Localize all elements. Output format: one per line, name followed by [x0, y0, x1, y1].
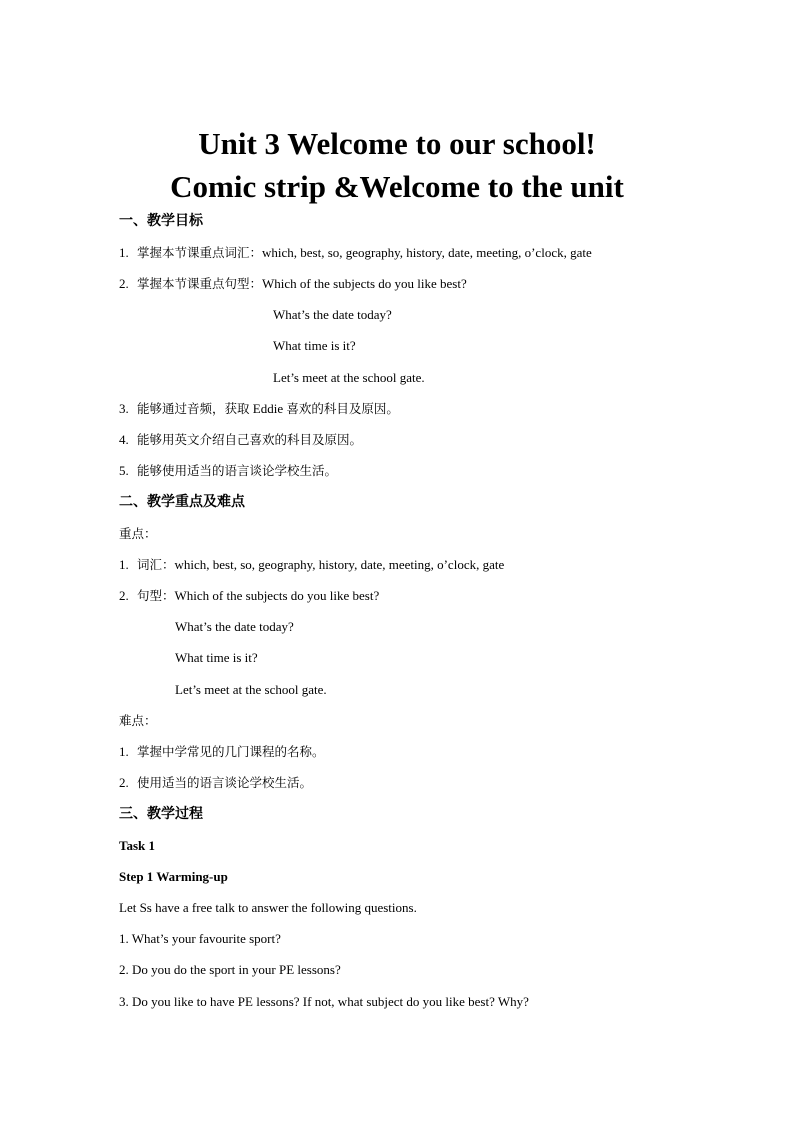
item-number: 5. [119, 463, 129, 478]
item-text: which, best, so, geography, history, date, meeting, o’clock, gate [262, 245, 592, 260]
document-title-line-2: Comic strip &Welcome to the unit [170, 169, 624, 204]
objective-sentence-1: What’s the date today? [273, 307, 392, 322]
task-label: Task 1 [119, 838, 156, 853]
item-label: 掌握本节课重点句型： [137, 276, 263, 291]
item-label: 句型： [137, 588, 175, 603]
key-points-label: 重点： [119, 526, 157, 541]
item-text: 能够使用适当的语言谈论学校生活。 [137, 463, 338, 478]
section-1-heading: 一、教学目标 [119, 213, 203, 229]
difficult-item-1 [119, 743, 325, 761]
item-text-en: Eddie [249, 401, 287, 416]
item-number: 2. [119, 276, 129, 291]
objective-item-5 [119, 462, 337, 480]
item-number: 4. [119, 432, 129, 447]
objective-item-3 [119, 400, 399, 418]
item-text-post: 喜欢的科目及原因。 [286, 401, 399, 416]
item-text-pre: 能够通过音频，获取 [137, 401, 250, 416]
item-text: which, best, so, geography, history, date, meeting, o’clock, gate [174, 557, 505, 572]
item-number: 1. [119, 245, 129, 260]
item-label: 词汇： [137, 557, 175, 572]
item-text: Which of the subjects do you like best? [262, 276, 467, 291]
objective-item-4 [119, 431, 362, 449]
section-2-heading: 二、教学重点及难点 [119, 494, 245, 510]
item-number: 3. [119, 401, 129, 416]
section-3-heading: 三、教学过程 [119, 806, 203, 822]
document-title-line-1: Unit 3 Welcome to our school! [198, 126, 596, 161]
item-number: 2. [119, 588, 129, 603]
item-text: 能够用英文介绍自己喜欢的科目及原因。 [137, 432, 363, 447]
item-number: 1. [119, 557, 129, 572]
key-sentence-3: Let’s meet at the school gate. [175, 682, 327, 697]
question-3: 3. Do you like to have PE lessons? If not, what subject do you like best? Why? [119, 994, 529, 1009]
key-item-2 [119, 587, 379, 605]
step-intro: Let Ss have a free talk to answer the following questions. [119, 900, 417, 915]
question-2: 2. Do you do the sport in your PE lessons? [119, 962, 341, 977]
difficult-item-2 [119, 774, 312, 792]
step-label: Step 1 Warming-up [119, 869, 228, 884]
item-number: 2. [119, 775, 129, 790]
objective-item-2 [119, 275, 467, 293]
item-number: 1. [119, 744, 129, 759]
objective-sentence-2: What time is it? [273, 338, 356, 353]
objective-sentence-3: Let’s meet at the school gate. [273, 370, 425, 385]
question-1: 1. What’s your favourite sport? [119, 931, 281, 946]
objective-item-1 [119, 244, 592, 262]
key-sentence-1: What’s the date today? [175, 619, 294, 634]
difficult-points-label: 难点： [119, 713, 157, 728]
item-text: Which of the subjects do you like best? [174, 588, 380, 603]
item-label: 掌握本节课重点词汇： [137, 245, 263, 260]
key-item-1 [119, 556, 504, 574]
key-sentence-2: What time is it? [175, 650, 258, 665]
item-text: 使用适当的语言谈论学校生活。 [137, 775, 313, 790]
item-text: 掌握中学常见的几门课程的名称。 [137, 744, 325, 759]
